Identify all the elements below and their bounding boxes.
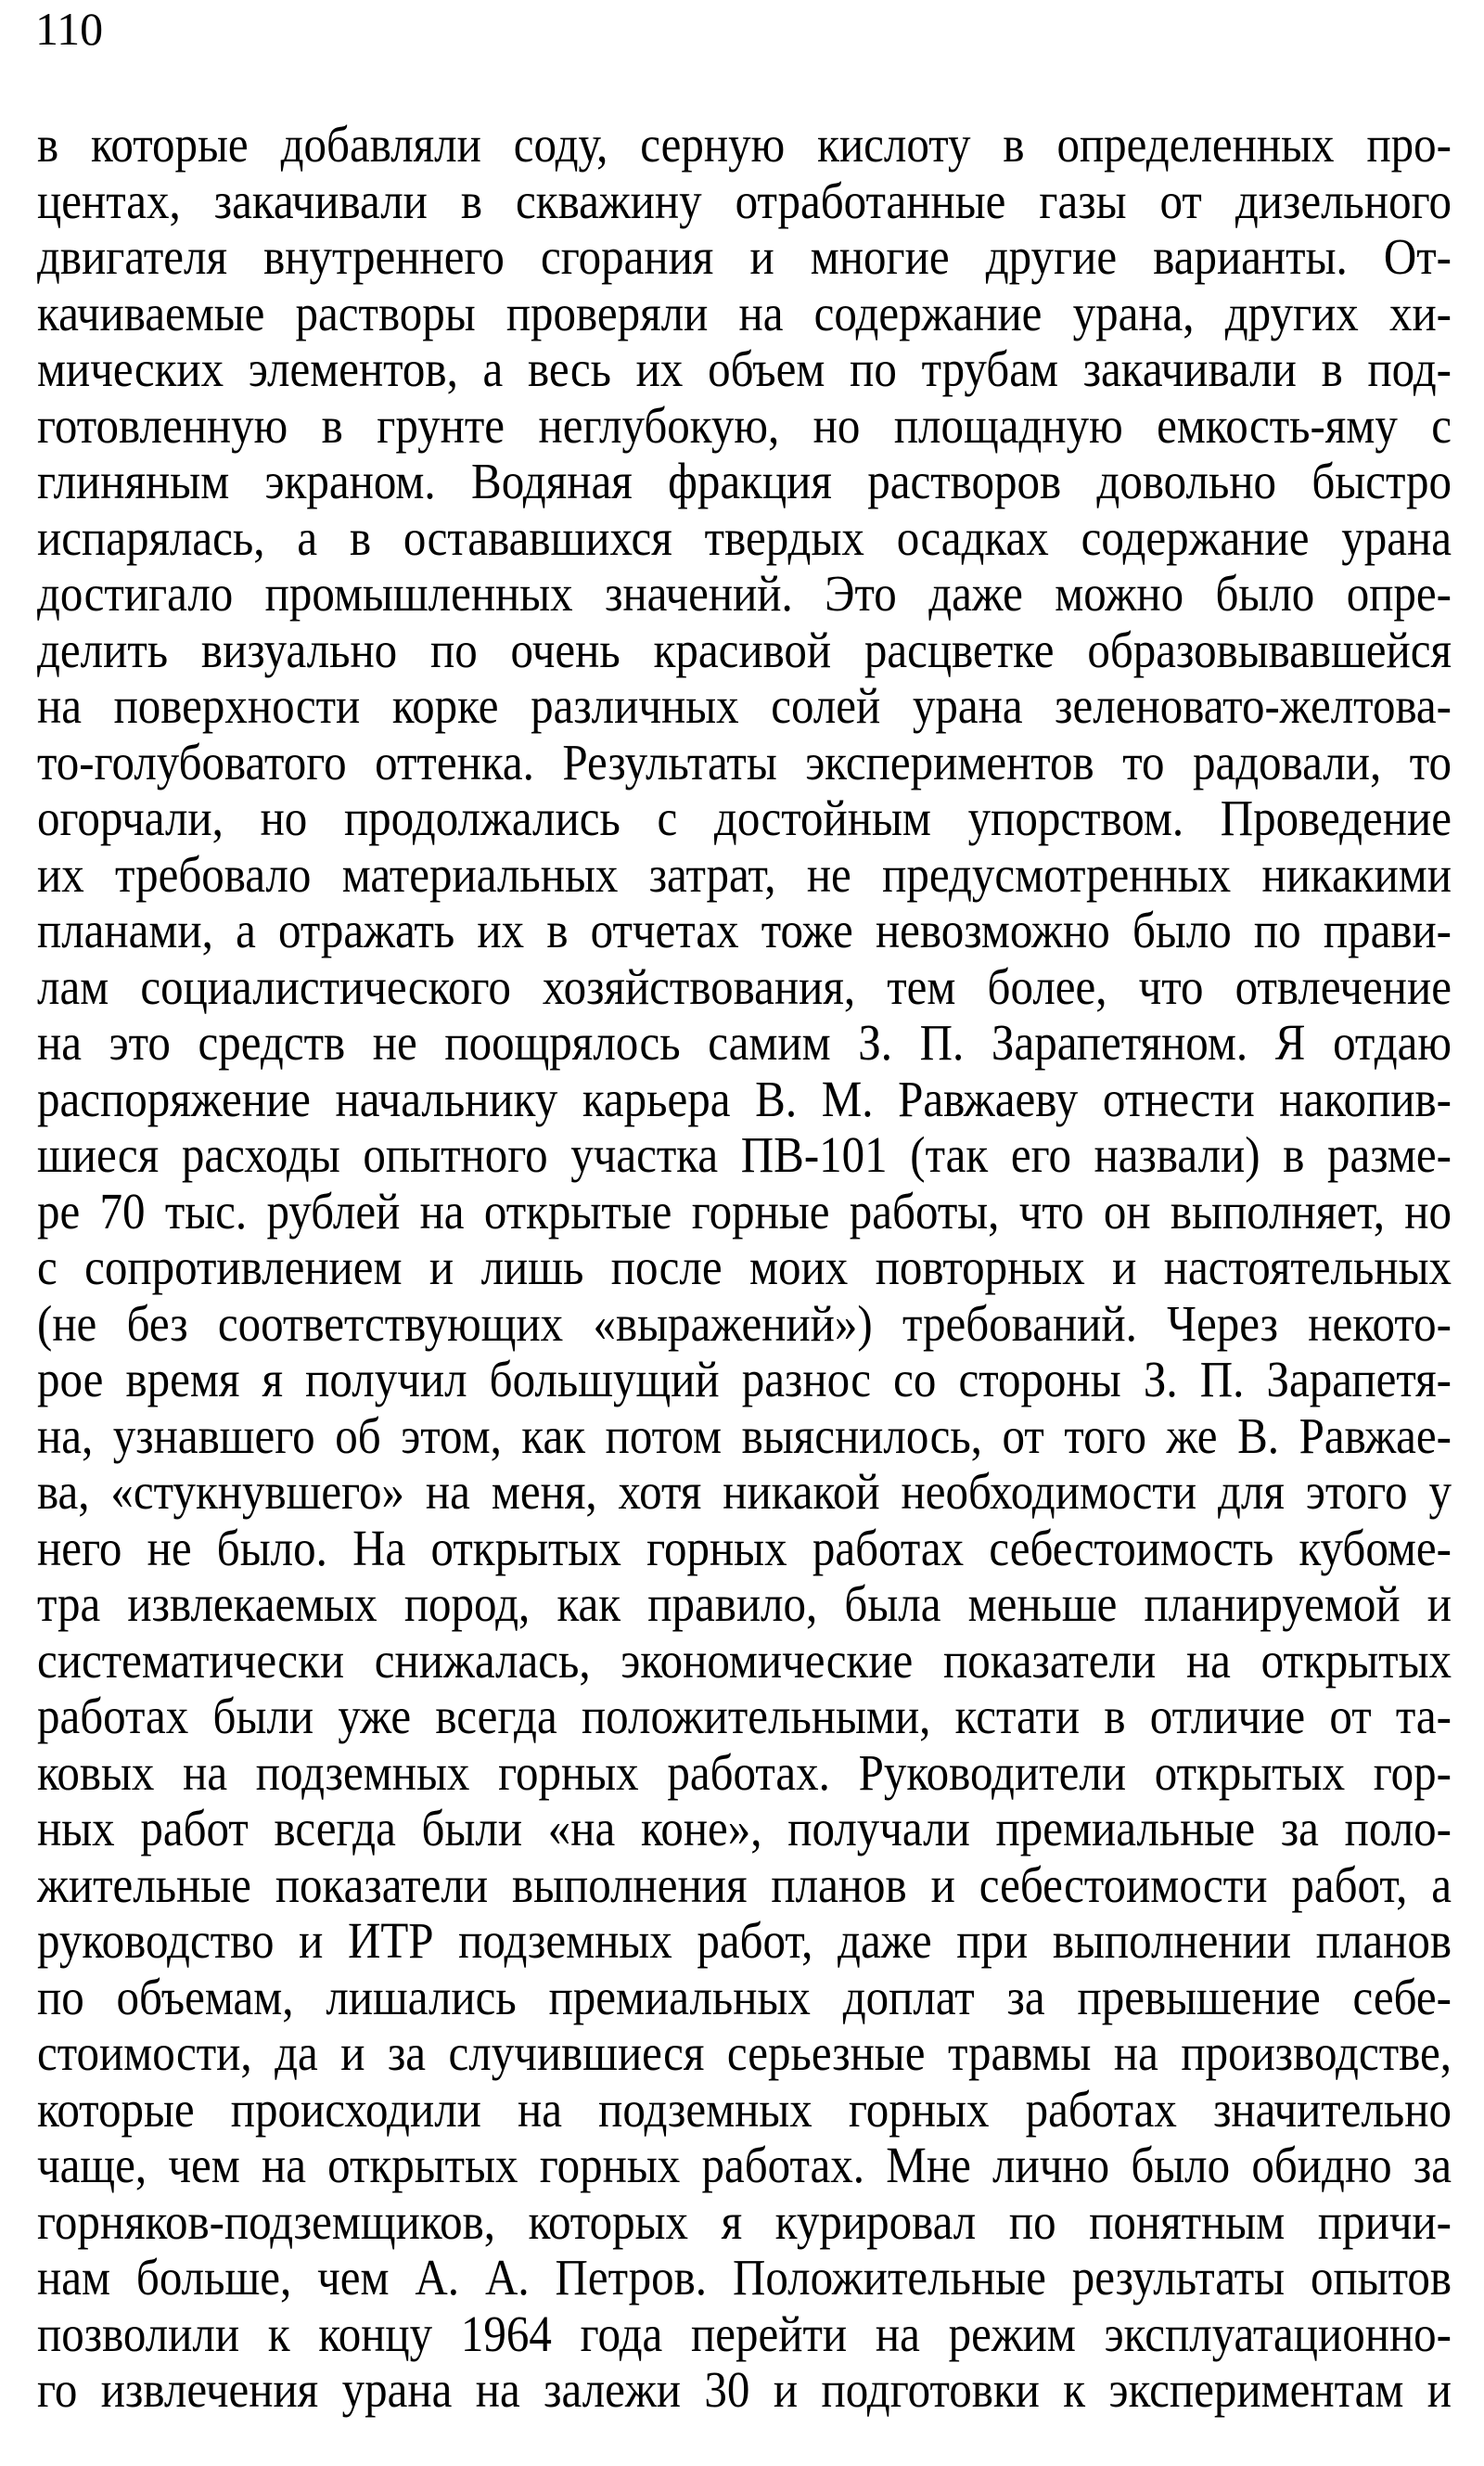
text-line: центах, закачивали в скважину отработанные газы от дизельного: [37, 172, 1452, 229]
text-line: нам больше, чем А. А. Петров. Положительные результаты опытов: [37, 2248, 1452, 2306]
body-text: [37, 117, 1452, 2419]
text-line: качиваемые растворы проверяли на содержание урана, других хи-: [37, 284, 1452, 341]
text-line: ре 70 тыс. рублей на открытые горные работы, что он выполняет, но: [37, 1182, 1452, 1239]
text-line: готовленную в грунте неглубокую, но площадную емкость-яму с: [37, 396, 1452, 454]
text-line: позволили к концу 1964 года перейти на режим эксплуатационно-: [37, 2305, 1452, 2362]
text-line: ковых на подземных горных работах. Руководители открытых гор-: [37, 1743, 1452, 1801]
text-line: двигателя внутреннего сгорания и многие другие варианты. От-: [37, 227, 1452, 286]
text-line: достигало промышленных значений. Это даже можно было опре-: [37, 564, 1452, 623]
text-line: мических элементов, а весь их объем по трубам закачивали в под-: [37, 340, 1452, 398]
text-line: делить визуально по очень красивой расцветке образовывавшейся: [37, 621, 1452, 678]
text-line: которые происходили на подземных горных работах значительно: [37, 2080, 1452, 2138]
text-line: на это средств не поощрялось самим З. П. Зарапетяном. Я отдаю: [37, 1013, 1452, 1072]
text-line: глиняным экраном. Водяная фракция растворов довольно быстро: [37, 452, 1452, 510]
text-line: руководство и ИТР подземных работ, даже при выполнении планов: [37, 1911, 1452, 1970]
text-line: на, узнавшего об этом, как потом выяснилось, от того же В. Равжае-: [37, 1406, 1452, 1464]
text-line: планами, а отражать их в отчетах тоже невозможно было по прави-: [37, 901, 1452, 959]
text-line: чаще, чем на открытых горных работах. Мне лично было обидно за: [37, 2136, 1452, 2194]
text-line: рое время я получил большущий разнос со стороны З. П. Зарапетя-: [37, 1350, 1452, 1408]
text-line: огорчали, но продолжались с достойным упорством. Проведение: [37, 789, 1452, 847]
text-line: в которые добавляли соду, серную кислоту в определенных про-: [37, 115, 1452, 173]
text-line: систематически снижалась, экономические показатели на открытых: [37, 1631, 1452, 1689]
text-line: ва, «стукнувшего» на меня, хотя никакой необходимости для этого у: [37, 1462, 1452, 1521]
text-line: испарялась, а в остававшихся твердых осадках содержание урана: [37, 508, 1452, 566]
text-line: ных работ всегда были «на коне», получали премиальные за поло-: [37, 1799, 1452, 1857]
text-line: работах были уже всегда положительными, кстати в отличие от та-: [37, 1687, 1452, 1745]
text-line: лам социалистического хозяйствования, тем более, что отвлечение: [37, 957, 1452, 1015]
text-line: на поверхности корке различных солей урана зеленовато-желтова-: [37, 676, 1452, 735]
text-line: по объемам, лишались премиальных доплат за превышение себе-: [37, 1968, 1452, 2025]
page-number: 110: [35, 3, 104, 55]
text-line: го извлечения урана на залежи 30 и подготовки к экспериментам и: [37, 2360, 1452, 2419]
text-line: их требовало материальных затрат, не предусмотренных никакими: [37, 845, 1452, 903]
text-line: горняков-подземщиков, которых я курировал по понятным причи-: [37, 2192, 1452, 2250]
text-line: распоряжение начальнику карьера В. М. Равжаеву отнести накопив-: [37, 1070, 1452, 1127]
text-line: жительные показатели выполнения планов и себестоимости работ, а: [37, 1856, 1452, 1913]
text-line: то-голубоватого оттенка. Результаты экспериментов то радовали, то: [37, 733, 1452, 790]
text-line: него не было. На открытых горных работах себестоимость кубоме-: [37, 1519, 1452, 1576]
text-line: тра извлекаемых пород, как правило, была меньше планируемой и: [37, 1574, 1452, 1633]
text-line: (не без соответствующих «выражений») требований. Через некото-: [37, 1294, 1452, 1352]
text-line: шиеся расходы опытного участка ПВ-101 (так его назвали) в разме-: [37, 1125, 1452, 1184]
text-line: с сопротивлением и лишь после моих повторных и настоятельных: [37, 1238, 1452, 1296]
text-line: стоимости, да и за случившиеся серьезные травмы на производстве,: [37, 2023, 1452, 2082]
